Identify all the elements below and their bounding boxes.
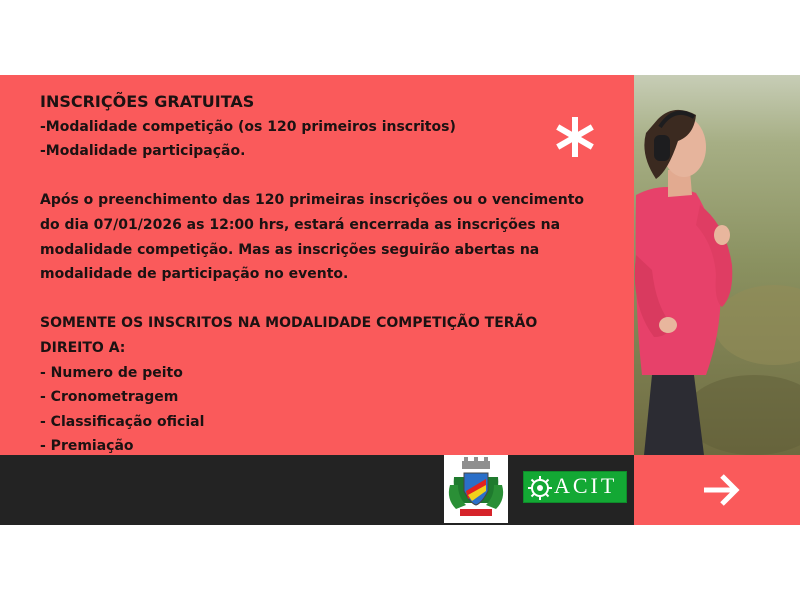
slide <box>0 75 800 525</box>
modality-item: -Modalidade participação. <box>40 143 246 160</box>
acit-logo <box>523 471 627 503</box>
acit-logo-text: ACIT <box>554 473 618 498</box>
runner-photo <box>634 75 800 455</box>
paragraph-line: Após o preenchimento das 120 primeiras inscrições ou o vencimento <box>40 192 585 209</box>
page-title: INSCRIÇÕES GRATUITAS <box>40 92 255 111</box>
info-panel <box>0 75 634 455</box>
paragraph-line: modalidade competição. Mas as inscrições seguirão abertas na <box>40 241 540 258</box>
next-button[interactable] <box>634 455 800 525</box>
spacer <box>40 287 600 312</box>
paragraph-line: do dia 07/01/2026 as 12:00 hrs, estará encerrada as inscrições na <box>40 216 561 233</box>
modality-item: -Modalidade competição (os 120 primeiros inscritos) <box>40 118 456 135</box>
rights-heading: SOMENTE OS INSCRITOS NA MODALIDADE COMPETIÇÃO TERÃO <box>40 315 538 332</box>
rights-heading: DIREITO A: <box>40 339 126 356</box>
paragraph-line: modalidade de participação no evento. <box>40 266 349 283</box>
spacer <box>40 164 600 189</box>
rights-item: - Premiação <box>40 438 134 455</box>
arrow-right-icon[interactable] <box>702 472 740 508</box>
coat-of-arms-icon <box>444 455 508 523</box>
rights-item: - Numero de peito <box>40 364 183 381</box>
rights-item: - Cronometragem <box>40 389 179 406</box>
rights-item: - Classificação oficial <box>40 413 205 430</box>
asterisk-icon <box>553 115 597 159</box>
municipal-logo <box>444 455 508 523</box>
gear-icon <box>528 476 552 500</box>
runner-illustration <box>634 75 800 455</box>
info-text <box>40 90 600 459</box>
